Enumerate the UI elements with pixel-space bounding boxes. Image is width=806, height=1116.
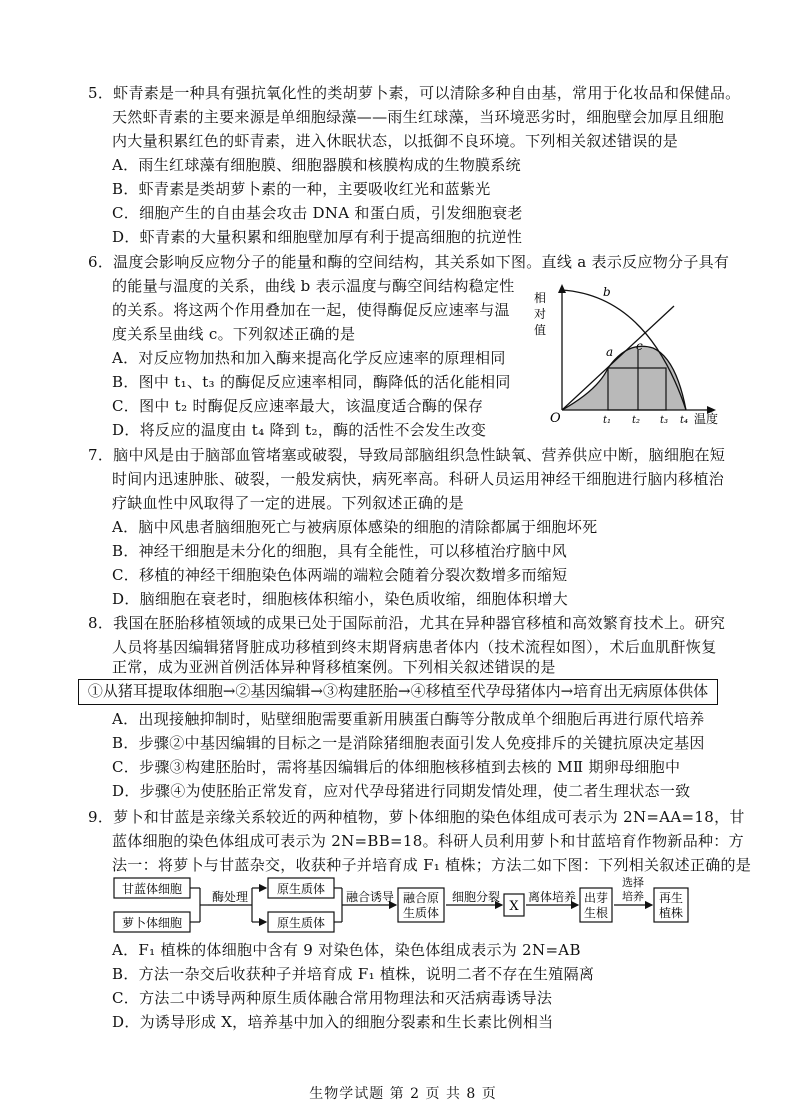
q8-stem-line-2: 人员将基因编辑猪肾脏成功移植到终末期肾病患者体内（技术流程如图），术后血肌酐恢复: [112, 638, 717, 656]
y-label-1: 相: [534, 291, 547, 305]
q6-option-c: C．图中 t₂ 时酶促反应速率最大，该温度适合酶的保存: [112, 397, 484, 415]
page-footer: 生物学试题 第 2 页 共 8 页: [309, 1086, 497, 1102]
q8-option-d: D．步骤④为使胚胎正常发育，应对代孕母猪进行同期发情处理，使二者生理状态一致: [112, 782, 691, 800]
x-label: X: [509, 899, 519, 914]
q5-option-d: D．虾青素的大量积累和细胞壁加厚有利于提高细胞的抗逆性: [112, 228, 523, 246]
q8-stem-line-3: 正常，成为亚洲首例活体异种肾移植案例。下列相关叙述错误的是: [112, 658, 556, 676]
y-label-3: 值: [534, 323, 547, 337]
q5-option-a: A．雨生红球藻有细胞膜、细胞器膜和核膜构成的生物膜系统: [112, 156, 521, 174]
q5-option-b: B．虾青素是类胡萝卜素的一种，主要吸收红光和蓝紫光: [112, 180, 491, 198]
protoplast-label-1: 原生质体: [276, 882, 326, 896]
culture-label: 离体培养: [527, 890, 577, 904]
q9-fusion-diagram: [112, 876, 712, 936]
q9-stem-line-2: 蓝体细胞的染色体组成可表示为 2N=BB=18。科研人员利用萝卜和甘蓝培育作物新品种：方: [112, 832, 744, 850]
q9-option-d: D．为诱导形成 X，培养基中加入的细胞分裂素和生长素比例相当: [112, 1013, 554, 1031]
protoplast-label-2: 原生质体: [276, 916, 326, 930]
select-label-2: 培养: [622, 890, 644, 903]
q6-stem-line-1: 6．温度会影响反应物分子的能量和酶的空间结构，其关系如下图。直线 a 表示反应物分子具有: [88, 253, 730, 271]
bud-label-1: 出芽: [583, 891, 609, 905]
q7-option-c: C．移植的神经干细胞染色体两端的端粒会随着分裂次数增多而缩短: [112, 566, 568, 584]
bud-label-2: 生根: [583, 906, 609, 920]
tick-t4: t₄: [680, 415, 689, 426]
regen-label-1: 再生: [658, 891, 684, 905]
q6-enzyme-graph: [528, 280, 728, 430]
origin-label: O: [550, 411, 561, 426]
cabbage-cell-label: 甘蓝体细胞: [121, 882, 183, 896]
y-axis-arrow: [558, 284, 566, 293]
x-axis-label: 温度: [694, 412, 719, 426]
enzyme-label: 酶处理: [211, 890, 249, 904]
q7-option-d: D．脑细胞在衰老时，细胞核体积缩小，染色质收缩，细胞体积增大: [112, 590, 569, 608]
q7-option-b: B．神经干细胞是未分化的细胞，具有全能性，可以移植治疗脑中风: [112, 542, 568, 560]
q9-stem-line-1: 9．萝卜和甘蓝是亲缘关系较近的两种植物，萝卜体细胞的染色体组成可表示为 2N=AA=18，甘: [88, 808, 745, 826]
q5-stem-line-3: 内大量积累红色的虾青素，进入休眠状态，以抵御不良环境。下列相关叙述错误的是: [112, 132, 679, 150]
radish-cell-label: 萝卜体细胞: [121, 916, 183, 930]
q7-stem-line-1: 7．脑中风是由于脑部血管堵塞或破裂，导致局部脑组织急性缺氧、营养供应中断，脑细胞在短: [88, 446, 726, 464]
q7-stem-line-3: 疗缺血性中风取得了一定的进展。下列叙述正确的是: [112, 494, 464, 512]
q8-flow-box: ①从猪耳提取体细胞→②基因编辑→③构建胚胎→④移植至代孕母猪体内→培育出无病原体供体: [78, 679, 718, 705]
q6-option-b: B．图中 t₁、t₃ 的酶促反应速率相同，酶降低的活化能相同: [112, 373, 511, 391]
fusion-label: 融合诱导: [345, 890, 395, 904]
q6-stem-line-4: 度关系呈曲线 c。下列叙述正确的是: [112, 325, 356, 343]
curve-c-shaded-area: [562, 346, 686, 410]
q5-stem-line-2: 天然虾青素的主要来源是单细胞绿藻——雨生红球藻，当环境恶劣时，细胞壁会加厚且细胞: [112, 108, 725, 126]
curve-a-label: a: [606, 345, 614, 359]
q6-option-a: A．对反应物加热和加入酶来提高化学反应速率的原理相同: [112, 349, 506, 367]
q6-stem-line-2: 的能量与温度的关系，曲线 b 表示温度与酶空间结构稳定性: [112, 277, 515, 295]
tick-t3: t₃: [660, 415, 669, 426]
q6-stem-line-3: 的关系。将这两个作用叠加在一起，使得酶促反应速率与温: [112, 301, 510, 319]
q8-stem-line-1: 8．我国在胚胎移植领域的成果已处于国际前沿，尤其在异种器官移植和高效繁育技术上。研究: [88, 614, 726, 632]
q6-option-d: D．将反应的温度由 t₄ 降到 t₂，酶的活性不会发生改变: [112, 421, 487, 439]
tick-t2: t₂: [632, 415, 641, 426]
select-label-1: 选择: [622, 876, 644, 889]
fused-label-1: 融合原: [402, 891, 440, 905]
fused-label-2: 生质体: [402, 906, 440, 920]
q8-option-a: A．出现接触抑制时，贴壁细胞需要重新用胰蛋白酶等分散成单个细胞后再进行原代培养: [112, 710, 705, 728]
q8-option-b: B．步骤②中基因编辑的目标之一是消除猪细胞表面引发人免疫排斥的关键抗原决定基因: [112, 734, 705, 752]
curve-b-label: b: [603, 285, 611, 299]
q9-stem-line-3: 法一：将萝卜与甘蓝杂交，收获种子并培育成 F₁ 植株；方法二如下图：下列相关叙述正确的是: [112, 856, 752, 874]
regen-label-2: 植株: [658, 906, 684, 920]
y-label-2: 对: [534, 307, 547, 321]
q8-option-c: C．步骤③构建胚胎时，需将基因编辑后的体细胞核移植到去核的 MⅡ 期卵母细胞中: [112, 758, 681, 776]
q7-stem-line-2: 时间内迅速肿胀、破裂，一般发病快，病死率高。科研人员运用神经干细胞进行脑内移植治: [112, 470, 725, 488]
tick-t1: t₁: [603, 415, 612, 426]
curve-c-label: c: [636, 339, 643, 353]
q9-option-c: C．方法二中诱导两种原生质体融合常用物理法和灭活病毒诱导法: [112, 989, 553, 1007]
q5-option-c: C．细胞产生的自由基会攻击 DNA 和蛋白质，引发细胞衰老: [112, 204, 523, 222]
q9-option-b: B．方法一杂交后收获种子并培育成 F₁ 植株，说明二者不存在生殖隔离: [112, 965, 595, 983]
q5-stem-line-1: 5．虾青素是一种具有强抗氧化性的类胡萝卜素，可以清除多种自由基，常用于化妆品和保健品。: [88, 84, 741, 102]
division-label: 细胞分裂: [451, 890, 501, 904]
q9-option-a: A．F₁ 植株的体细胞中含有 9 对染色体，染色体组成表示为 2N=AB: [112, 941, 581, 959]
q7-option-a: A．脑中风患者脑细胞死亡与被病原体感染的细胞的清除都属于细胞坏死: [112, 518, 598, 536]
